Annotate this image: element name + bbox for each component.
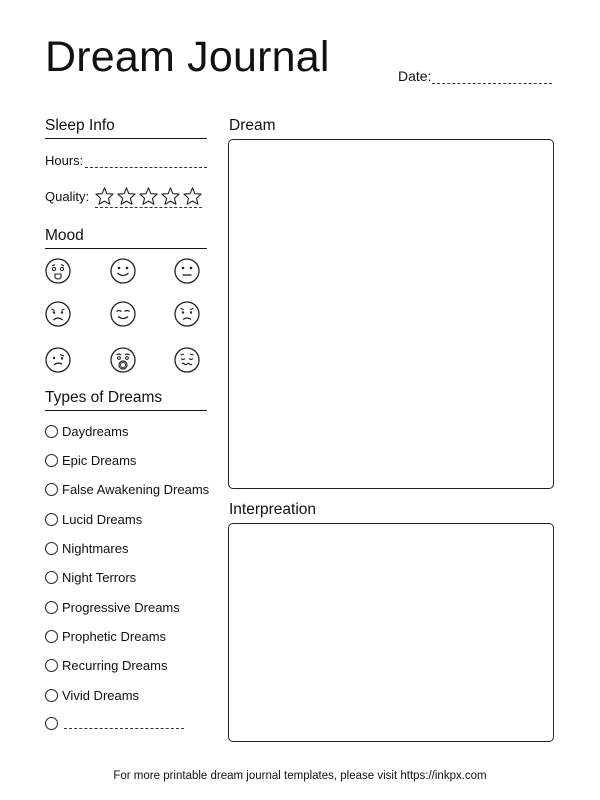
mood-heading: Mood <box>45 227 207 249</box>
star-icon[interactable] <box>183 187 202 205</box>
quality-label: Quality: <box>45 189 90 204</box>
dream-type-label: Recurring Dreams <box>62 658 168 673</box>
date-label: Date: <box>398 68 432 84</box>
dream-type-label: Progressive Dreams <box>62 600 180 615</box>
worried-face-icon[interactable] <box>174 301 200 327</box>
radio-button[interactable] <box>45 689 58 702</box>
radio-button[interactable] <box>45 425 58 438</box>
interpretation-textbox[interactable] <box>228 523 554 742</box>
dream-type-option[interactable] <box>45 482 209 497</box>
confused-face-icon[interactable] <box>45 347 71 373</box>
radio-button[interactable] <box>45 454 58 467</box>
dream-type-custom-option[interactable] <box>45 717 184 730</box>
dream-type-label: Daydreams <box>62 424 129 439</box>
dream-type-label: Lucid Dreams <box>62 512 143 527</box>
hours-label: Hours: <box>45 153 84 168</box>
dream-type-option[interactable] <box>45 600 180 615</box>
date-blank-line[interactable] <box>432 70 552 84</box>
star-icon[interactable] <box>95 187 114 205</box>
dream-type-option[interactable] <box>45 570 136 585</box>
quality-rating[interactable] <box>95 187 202 208</box>
dream-type-label: Nightmares <box>62 541 129 556</box>
relieved-face-icon[interactable] <box>174 347 200 373</box>
radio-button[interactable] <box>45 542 58 555</box>
dream-textbox[interactable] <box>228 139 554 489</box>
page-title: Dream Journal <box>45 33 330 81</box>
dream-type-option[interactable] <box>45 629 166 644</box>
types-of-dreams-heading: Types of Dreams <box>45 389 207 411</box>
star-icon[interactable] <box>139 187 158 205</box>
radio-button[interactable] <box>45 717 58 730</box>
dream-type-label: False Awakening Dreams <box>62 482 210 497</box>
quality-field[interactable] <box>45 187 202 208</box>
date-field[interactable] <box>398 68 552 84</box>
dream-type-option[interactable] <box>45 541 128 556</box>
dream-type-option[interactable] <box>45 424 128 439</box>
dream-type-option[interactable] <box>45 688 139 703</box>
winking-face-icon[interactable] <box>110 301 136 327</box>
mood-grid <box>45 258 207 376</box>
dream-type-option[interactable] <box>45 453 136 468</box>
radio-button[interactable] <box>45 513 58 526</box>
radio-button[interactable] <box>45 483 58 496</box>
surprised-face-icon[interactable] <box>110 347 136 373</box>
radio-button[interactable] <box>45 659 58 672</box>
sad-face-icon[interactable] <box>45 301 71 327</box>
star-icon[interactable] <box>161 187 180 205</box>
dream-type-label: Night Terrors <box>62 570 137 585</box>
sleep-info-heading: Sleep Info <box>45 117 207 139</box>
interpretation-heading: Interpreation <box>229 501 317 518</box>
footer-text: For more printable dream journal templates, please visit https://inkpx.com <box>113 770 487 782</box>
dream-type-label: Epic Dreams <box>62 453 137 468</box>
dream-type-label: Prophetic Dreams <box>62 629 167 644</box>
shocked-face-icon[interactable] <box>45 258 71 284</box>
radio-button[interactable] <box>45 571 58 584</box>
radio-button[interactable] <box>45 630 58 643</box>
radio-button[interactable] <box>45 601 58 614</box>
hours-blank-line[interactable] <box>85 155 207 168</box>
dream-type-option[interactable] <box>45 512 142 527</box>
dream-type-option[interactable] <box>45 658 167 673</box>
custom-type-blank-line[interactable] <box>64 718 184 729</box>
smiling-face-icon[interactable] <box>110 258 136 284</box>
hours-field[interactable] <box>45 153 207 168</box>
dream-heading: Dream <box>229 117 276 134</box>
star-icon[interactable] <box>117 187 136 205</box>
neutral-face-icon[interactable] <box>174 258 200 284</box>
dream-type-label: Vivid Dreams <box>62 688 140 703</box>
